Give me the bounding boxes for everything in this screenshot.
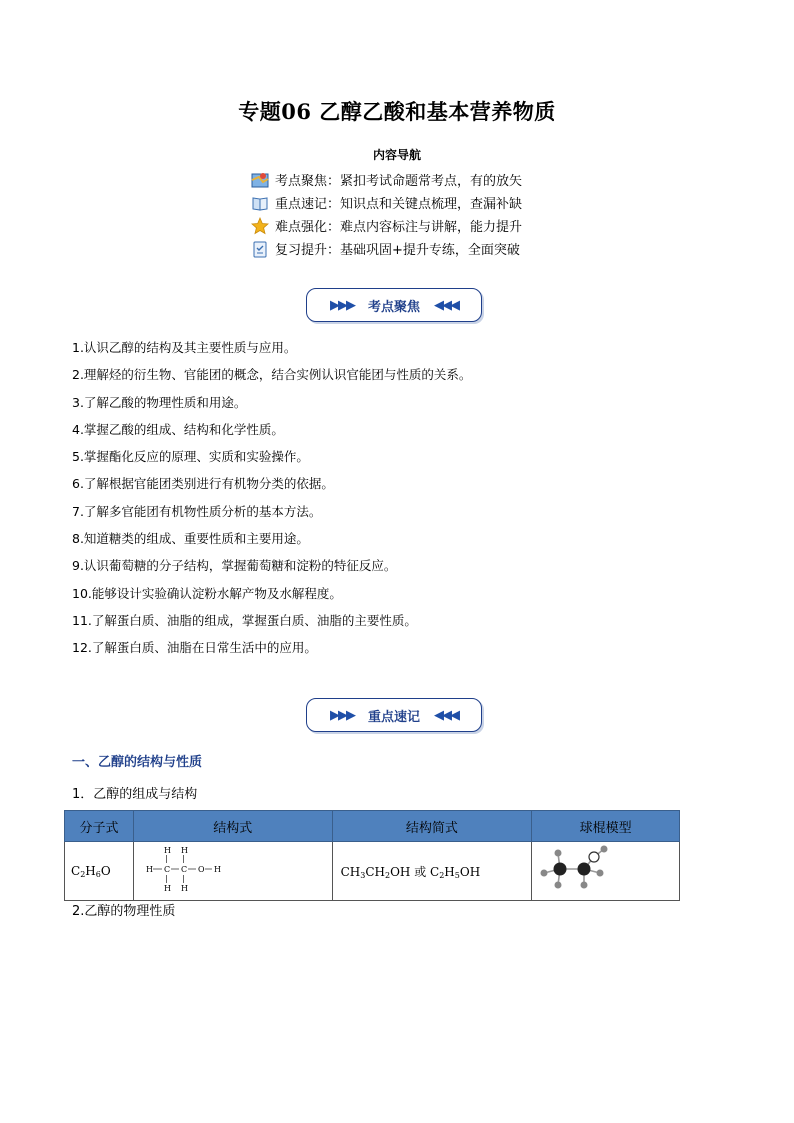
section-banner-notes	[306, 698, 482, 732]
table-header: 结构简式	[332, 811, 532, 842]
list-item: 4.掌握乙酸的组成、结构和化学性质。	[72, 421, 284, 437]
list-item: 5.掌握酯化反应的原理、实质和实验操作。	[72, 449, 309, 465]
svg-text:H: H	[145, 865, 153, 874]
section-heading: 一、乙醇的结构与性质	[72, 755, 203, 770]
ethanol-structure-table	[64, 810, 680, 901]
arrows-left-icon: ◀◀◀	[434, 707, 458, 723]
table-header: 球棍模型	[532, 811, 680, 842]
nav-item-notes	[251, 191, 522, 214]
content-nav-title: 内容导航	[372, 148, 421, 162]
svg-text:H: H	[163, 846, 171, 855]
content-nav	[251, 168, 522, 260]
ball-stick-model	[532, 842, 680, 901]
svg-text:H: H	[180, 846, 188, 855]
arrows-right-icon: ▶▶▶	[329, 707, 354, 723]
table-header: 结构式	[133, 811, 332, 842]
list-item: 10.能够设计实验确认淀粉水解产物及水解程度。	[72, 585, 342, 601]
nav-item-text: 重点速记：知识点和关键点梳理，查漏补缺	[275, 197, 523, 212]
clipboard-icon	[251, 240, 269, 258]
svg-text:H: H	[180, 884, 188, 893]
list-item: 1.认识乙醇的结构及其主要性质与应用。	[72, 340, 297, 355]
table-row	[65, 842, 680, 901]
table-header: 分子式	[65, 811, 134, 842]
list-item: 11.了解蛋白质、油脂的组成，掌握蛋白质、油脂的主要性质。	[72, 612, 417, 628]
list-item: 2.理解烃的衍生物、官能团的概念，结合实例认识官能团与性质的关系。	[72, 367, 472, 383]
list-item: 9.认识葡萄糖的分子结构，掌握葡萄糖和淀粉的特征反应。	[72, 558, 397, 574]
nav-item-text: 难点强化：难点内容标注与讲解，能力提升	[275, 220, 523, 235]
map-icon	[251, 171, 269, 189]
ball-stick-model-image	[538, 843, 612, 895]
condensed-formula: $CH_3CH_2OH$ 或 $C_2H_5OH$	[332, 842, 532, 901]
svg-text:H: H	[163, 884, 171, 893]
nav-item-text: 复习提升：基础巩固+提升专练，全面突破	[275, 243, 520, 258]
book-icon	[251, 194, 269, 212]
list-item: 7.了解多官能团有机物性质分析的基本方法。	[72, 503, 322, 519]
list-item: 6.了解根据官能团类别进行有机物分类的依据。	[72, 476, 334, 492]
nav-item-difficulty	[251, 214, 522, 237]
nav-item-text: 考点聚焦：紧扣考试命题常考点，有的放矢	[275, 174, 523, 189]
molecular-formula: $C_2H_6O$	[65, 842, 134, 901]
sub-heading: 1．乙醇的组成与结构	[72, 787, 198, 802]
nav-item-focus	[251, 168, 522, 191]
structural-formula	[133, 842, 332, 901]
svg-text:H: H	[213, 865, 221, 874]
star-icon	[251, 217, 269, 235]
arrows-right-icon: ▶▶▶	[329, 297, 354, 313]
arrows-left-icon: ◀◀◀	[434, 297, 458, 313]
svg-text:O: O	[197, 865, 205, 874]
list-item: 8.知道糖类的组成、重要性质和主要用途。	[72, 531, 309, 547]
nav-item-review	[251, 237, 522, 260]
banner-label: 重点速记	[367, 709, 420, 725]
list-item: 12.了解蛋白质、油脂在日常生活中的应用。	[72, 640, 317, 656]
structural-formula-diagram	[140, 844, 224, 894]
svg-text:C: C	[163, 865, 171, 874]
page-title: 专题06 乙醇乙酸和基本营养物质	[238, 99, 556, 124]
sub-heading: 2.乙醇的物理性质	[72, 904, 176, 919]
objectives-list	[72, 338, 471, 666]
svg-text:C: C	[180, 865, 188, 874]
table-header-row	[65, 811, 680, 842]
list-item: 3.了解乙酸的物理性质和用途。	[72, 394, 247, 410]
banner-label: 考点聚焦	[367, 299, 420, 315]
section-banner-focus	[306, 288, 482, 322]
